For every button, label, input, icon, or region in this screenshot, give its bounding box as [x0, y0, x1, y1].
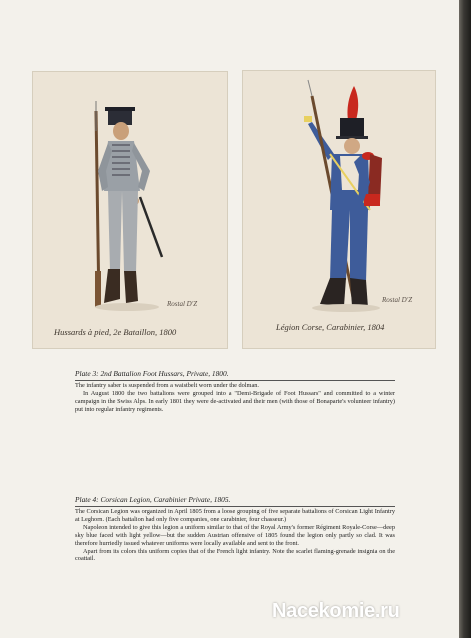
corsican-carabinier-figure: [242, 70, 436, 349]
plate-3-para-1: The infantry saber is suspended from a waistbelt worn under the dolman.: [75, 382, 259, 389]
plate-4-illustration: [242, 70, 436, 349]
plate-4-body: [75, 508, 395, 563]
foot-hussar-figure: [32, 71, 228, 349]
plate-3-inscription: Hussards à pied, 2e Bataillon, 1800: [54, 327, 177, 337]
plate-4-signature: Rostal D'Z: [382, 296, 413, 304]
plate-3-illustration: [32, 71, 228, 349]
plate-4-inscription: Légion Corse, Carabinier, 1804: [276, 322, 385, 332]
page-edge-shadow: [459, 0, 471, 638]
plate-3-para-2: In August 1800 the two battalions were grouped into a "Demi-Brigade of Foot Hussars" and committed to a winter campaign in the Swiss Alps. In early 1801 they were de-activated and their men (with those of Bonaparte's volunteer infantry) put into regular infantry regiments.: [75, 389, 395, 413]
plate-3-body: [75, 382, 395, 414]
plate-4-para-3: Apart from its colors this uniform copies that of the French light infantry. Note the scarlet flaming-grenade insignia on the coattail.: [75, 547, 395, 563]
site-watermark: Nacekomie.ru: [272, 600, 400, 622]
plate-3-rule: [75, 380, 395, 381]
plate-4-para-2: Napoleon intended to give this legion a uniform similar to that of the Royal Army's former Régiment Royale-Corse—deep sky blue faced with light yellow—but the sudden Austrian offensive of 1805 found the legion only partly so clad. It was therefore hurriedly issued whatever uniforms were locally available and sent to the front.: [75, 523, 395, 547]
plate-4-para-1: The Corsican Legion was organized in April 1805 from a loose grouping of five separate battalions of Corsican Light Infantry at Leghorn. (Each battalion had only five companies, one carabinier, four chasseur.): [75, 508, 395, 523]
plate-3-signature: Rostal D'Z: [167, 300, 198, 308]
plate-4-rule: [75, 506, 395, 507]
plate-4-heading: Plate 4: Corsican Legion, Carabinier Private, 1805.: [75, 495, 231, 504]
plate-3-heading: Plate 3: 2nd Battalion Foot Hussars, Private, 1800.: [75, 369, 229, 378]
